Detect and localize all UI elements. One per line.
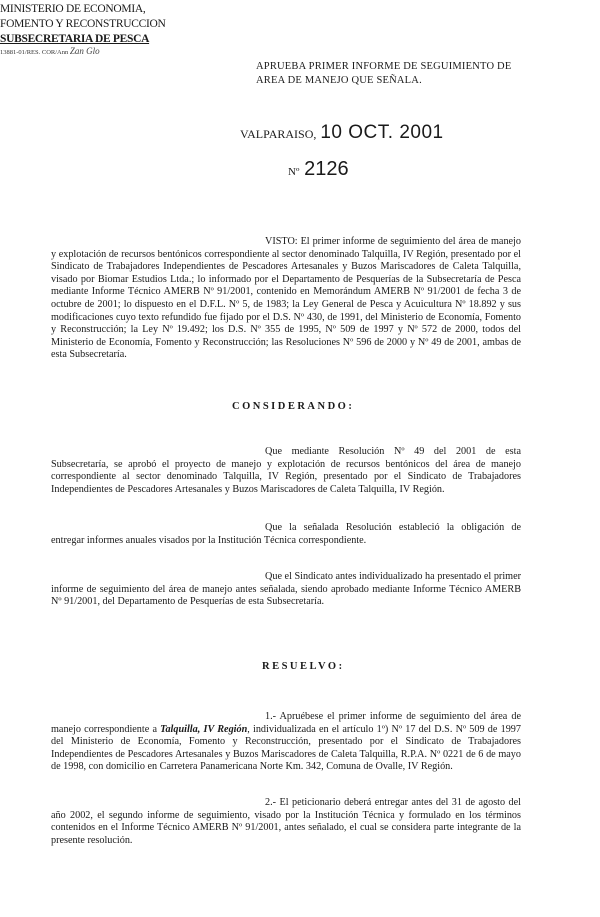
resuelvo-item-1 bbox=[51, 711, 521, 774]
resolution-number bbox=[288, 158, 349, 181]
ministry-name-line1: MINISTERIO DE ECONOMIA, bbox=[0, 3, 146, 15]
considerando-paragraph-2: Que la señalada Resolución estableció la obligación de entregar informes anuales visados por la Institución Técnica correspondiente. bbox=[51, 522, 521, 546]
considerando-paragraph-1: Que mediante Resolución Nº 49 del 2001 de esta Subsecretaría, se aprobó el proyecto de manejo y explotación de recursos bentónicos del área de manejo correspondiente al sector denominado Talquilla, IV Región, presentado por el Sindicato de Trabajadores Independientes de Pescadores Artesanales y Buzos Mariscadores de Caleta Talquilla, IV Región. bbox=[51, 446, 521, 495]
number-value: 2126 bbox=[304, 158, 349, 180]
resolution-subject bbox=[256, 60, 511, 88]
reference-code: 13881-01/RES. COR/Ann bbox=[0, 49, 69, 56]
considerando-heading: CONSIDERANDO: bbox=[232, 401, 355, 412]
subject-line2: AREA DE MANEJO QUE SEÑALA. bbox=[256, 75, 422, 86]
subject-line1: APRUEBA PRIMER INFORME DE SEGUIMIENTO DE bbox=[256, 61, 512, 72]
resuelvo-item-1-area: Talquilla, IV Región bbox=[160, 723, 248, 735]
reference-code-line bbox=[0, 47, 166, 57]
resuelvo-item-1-rest: , individualizada en el artículo 1º) Nº 17 del D.S. Nº 509 de 1997 del Ministerio de Economía, Fomento y Reconstrucción, presentado por el Sindicato de Trabajadores Independientes de Pescadores Artesanales y Buzos Mariscadores de Caleta Talquilla, R.P.A. Nº 0221 de 6 de mayo de 1998, con domicilio en Carretera Panamericana Norte Km. 342, Comuna de Ovalle, IV Región. bbox=[51, 723, 521, 773]
date-stamp: 10 OCT. 2001 bbox=[320, 122, 444, 143]
resuelvo-item-2: 2.- El peticionario deberá entregar antes del 31 de agosto del año 2002, el segundo informe de seguimiento, visado por la Institución Técnica y formulado en los términos contenidos en el Informe Técnico AMERB Nº 91/2001, antes señalado, el cual se considera parte integrante de la presente resolución. bbox=[51, 797, 521, 846]
ministry-name-line2: FOMENTO Y RECONSTRUCCION bbox=[0, 18, 166, 30]
city: VALPARAISO, bbox=[240, 127, 317, 141]
resuelvo-heading: RESUELVO: bbox=[262, 661, 345, 672]
resuelvo-item-1-lead: 1.- Apruébese el primer informe de seguimiento del área de manejo correspondiente a bbox=[51, 711, 521, 735]
handwritten-initials: Zan Glo bbox=[69, 46, 100, 56]
place-date bbox=[240, 122, 444, 144]
subsecretaria-name: SUBSECRETARIA DE PESCA bbox=[0, 33, 150, 45]
considerando-paragraph-3: Que el Sindicato antes individualizado ha presentado el primer informe de seguimiento del área de manejo antes señalada, siendo aprobado mediante Informe Técnico AMERB Nº 91/2001, del Departamento de Pesquerías de esta Subsecretaría. bbox=[51, 571, 521, 608]
visto-paragraph: VISTO: El primer informe de seguimiento del área de manejo y explotación de recursos bentónicos correspondiente al sector denominado Talquilla, IV Región, presentado por el Sindicato de Trabajadores Independientes de Pescadores Artesanales y Buzos Mariscadores de Caleta Talquilla, visado por Biomar Estudios Ltda.; lo informado por el Departamento de Pesquerías de la Subsecretaría de Pesca mediante Informe Técnico AMERB Nº 91/2001, contenido en Memorándum AMERB Nº 91/2001 de fecha 3 de octubre de 2001; lo dispuesto en el D.F.L. Nº 5, de 1983; la Ley General de Pesca y Acuicultura Nº 18.892 y sus modificaciones cuyo texto refundido fue fijado por el D.S. Nº 430, de 1991, del Ministerio de Economía, Fomento y Reconstrucción; la Ley Nº 19.492; los D.S. Nº 355 de 1995, Nº 509 de 1997 y Nº 572 de 2000, todos del Ministerio de Economía, Fomento y Reconstrucción; las Resoluciones Nº 596 de 2000 y Nº 49 de 2001, ambas de esta Subsecretaría. bbox=[51, 236, 521, 361]
ministry-header bbox=[0, 2, 166, 57]
number-prefix: Nº bbox=[288, 166, 300, 178]
